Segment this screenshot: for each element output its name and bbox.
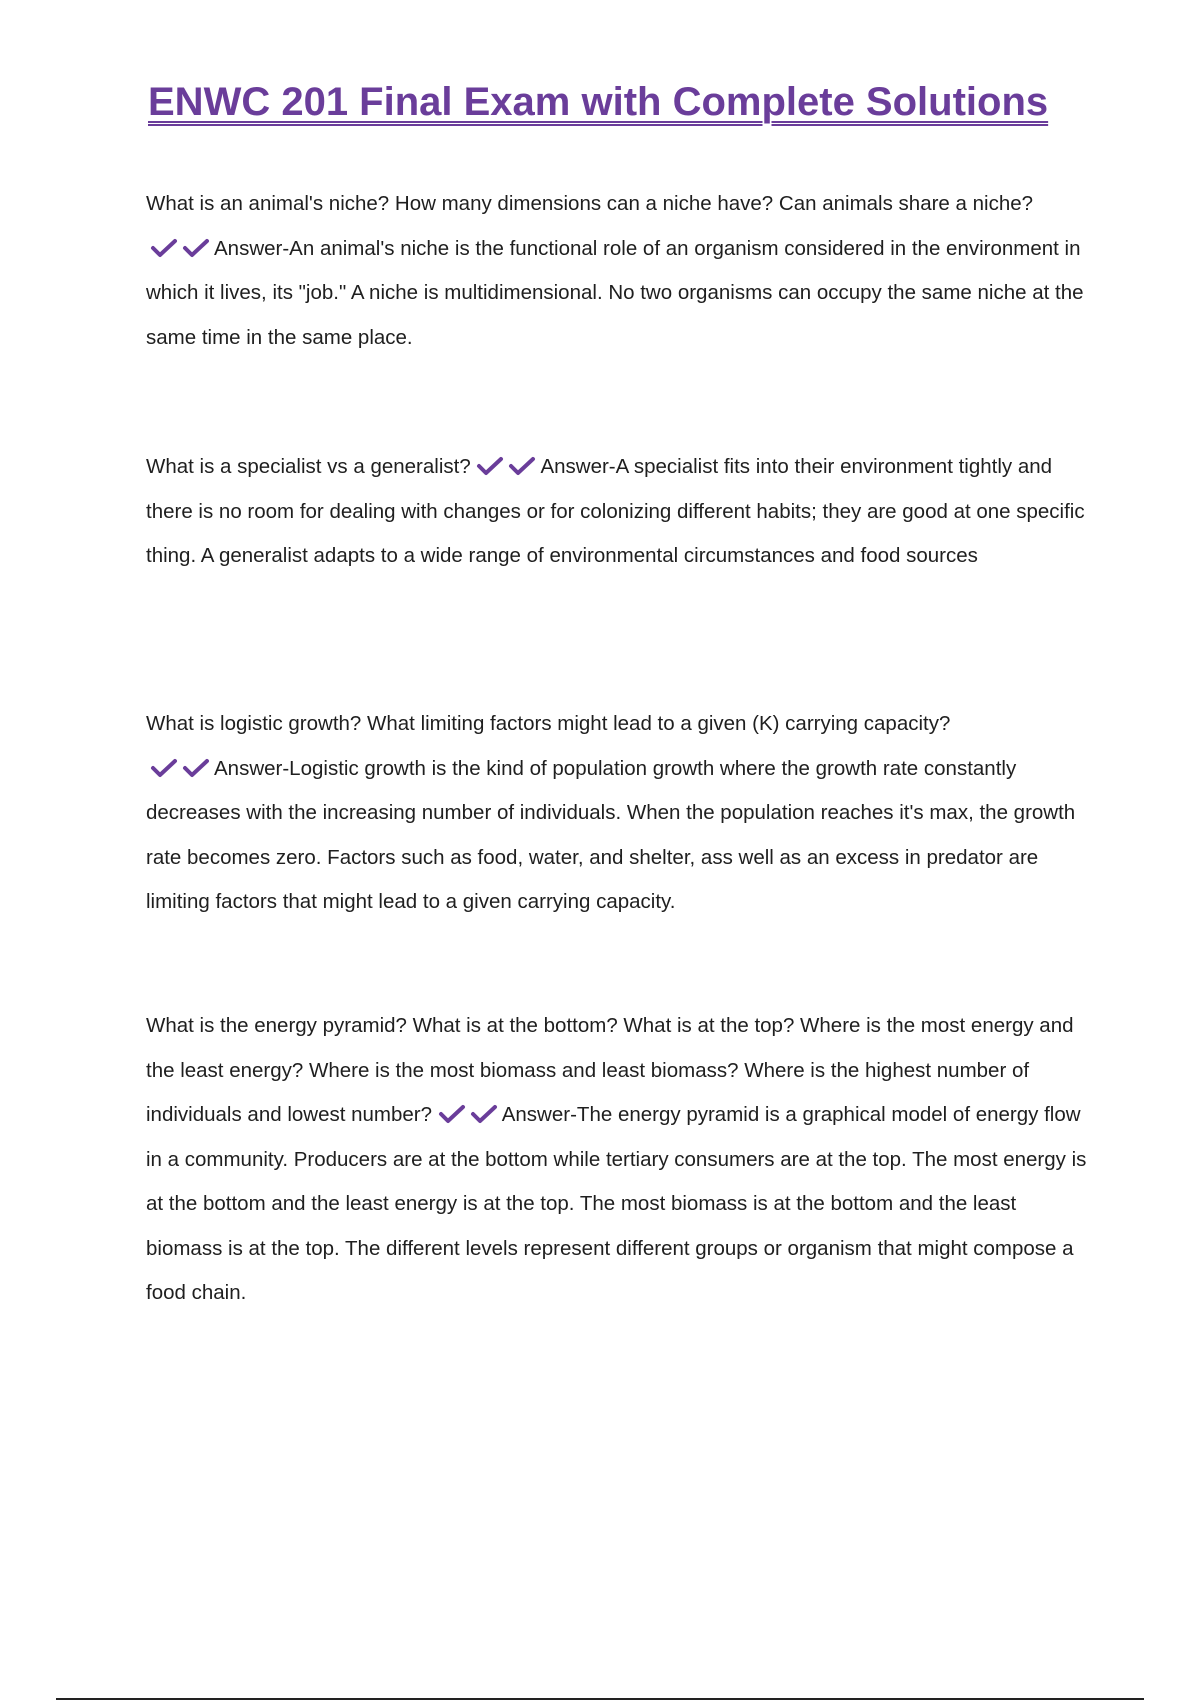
check-icon [508, 456, 536, 476]
check-icon [150, 238, 178, 258]
question-text: What is logistic growth? What limiting factors might lead to a given (K) carrying capacity? [146, 712, 951, 735]
qa-item [146, 1004, 1096, 1316]
check-icon [476, 456, 504, 476]
question-text: What is the energy pyramid? What is at the bottom? What is at the top? Where is the most energy and the least energy? Where is the most biomass and least biomass? Where is the highest number of individuals and lowest number? [146, 1014, 1074, 1126]
check-icon [150, 758, 178, 778]
question-text: What is an animal's niche? How many dimensions can a niche have? Can animals share a niche? [146, 192, 1034, 215]
check-icon [438, 1104, 466, 1124]
check-icon [182, 238, 210, 258]
qa-item [146, 182, 1096, 360]
document-title: ENWC 201 Final Exam with Complete Solutions [148, 80, 1049, 124]
answer-text: Answer-A specialist fits into their environment tightly and there is no room for dealing with changes or for colonizing different habits; they are good at one specific thing. A generalist adapts to a wide range of environmental circumstances and food sources [146, 455, 1085, 567]
check-icon [470, 1104, 498, 1124]
question-text: What is a specialist vs a generalist? [146, 455, 471, 478]
answer-text: Answer-Logistic growth is the kind of population growth where the growth rate constantly decreases with the increasing number of individuals. When the population reaches it's max, the growth rate becomes zero. Factors such as food, water, and shelter, ass well as an excess in predator are limiting factors that might lead to a given carrying capacity. [146, 756, 1076, 913]
qa-item [146, 445, 1096, 579]
answer-text: Answer-An animal's niche is the functional role of an organism considered in the environment in which it lives, its "job." A niche is multidimensional. No two organisms can occupy the same niche at the same time in the same place. [146, 236, 1084, 349]
qa-item [146, 702, 1096, 925]
check-icon [182, 758, 210, 778]
answer-text: Answer-The energy pyramid is a graphical model of energy flow in a community. Producers are at the bottom while tertiary consumers are at the top. The most energy is at the bottom and the least energy is at the top. The most biomass is at the bottom and the least biomass is at the top. The different levels represent different groups or organism that might compose a food chain. [146, 1103, 1087, 1304]
